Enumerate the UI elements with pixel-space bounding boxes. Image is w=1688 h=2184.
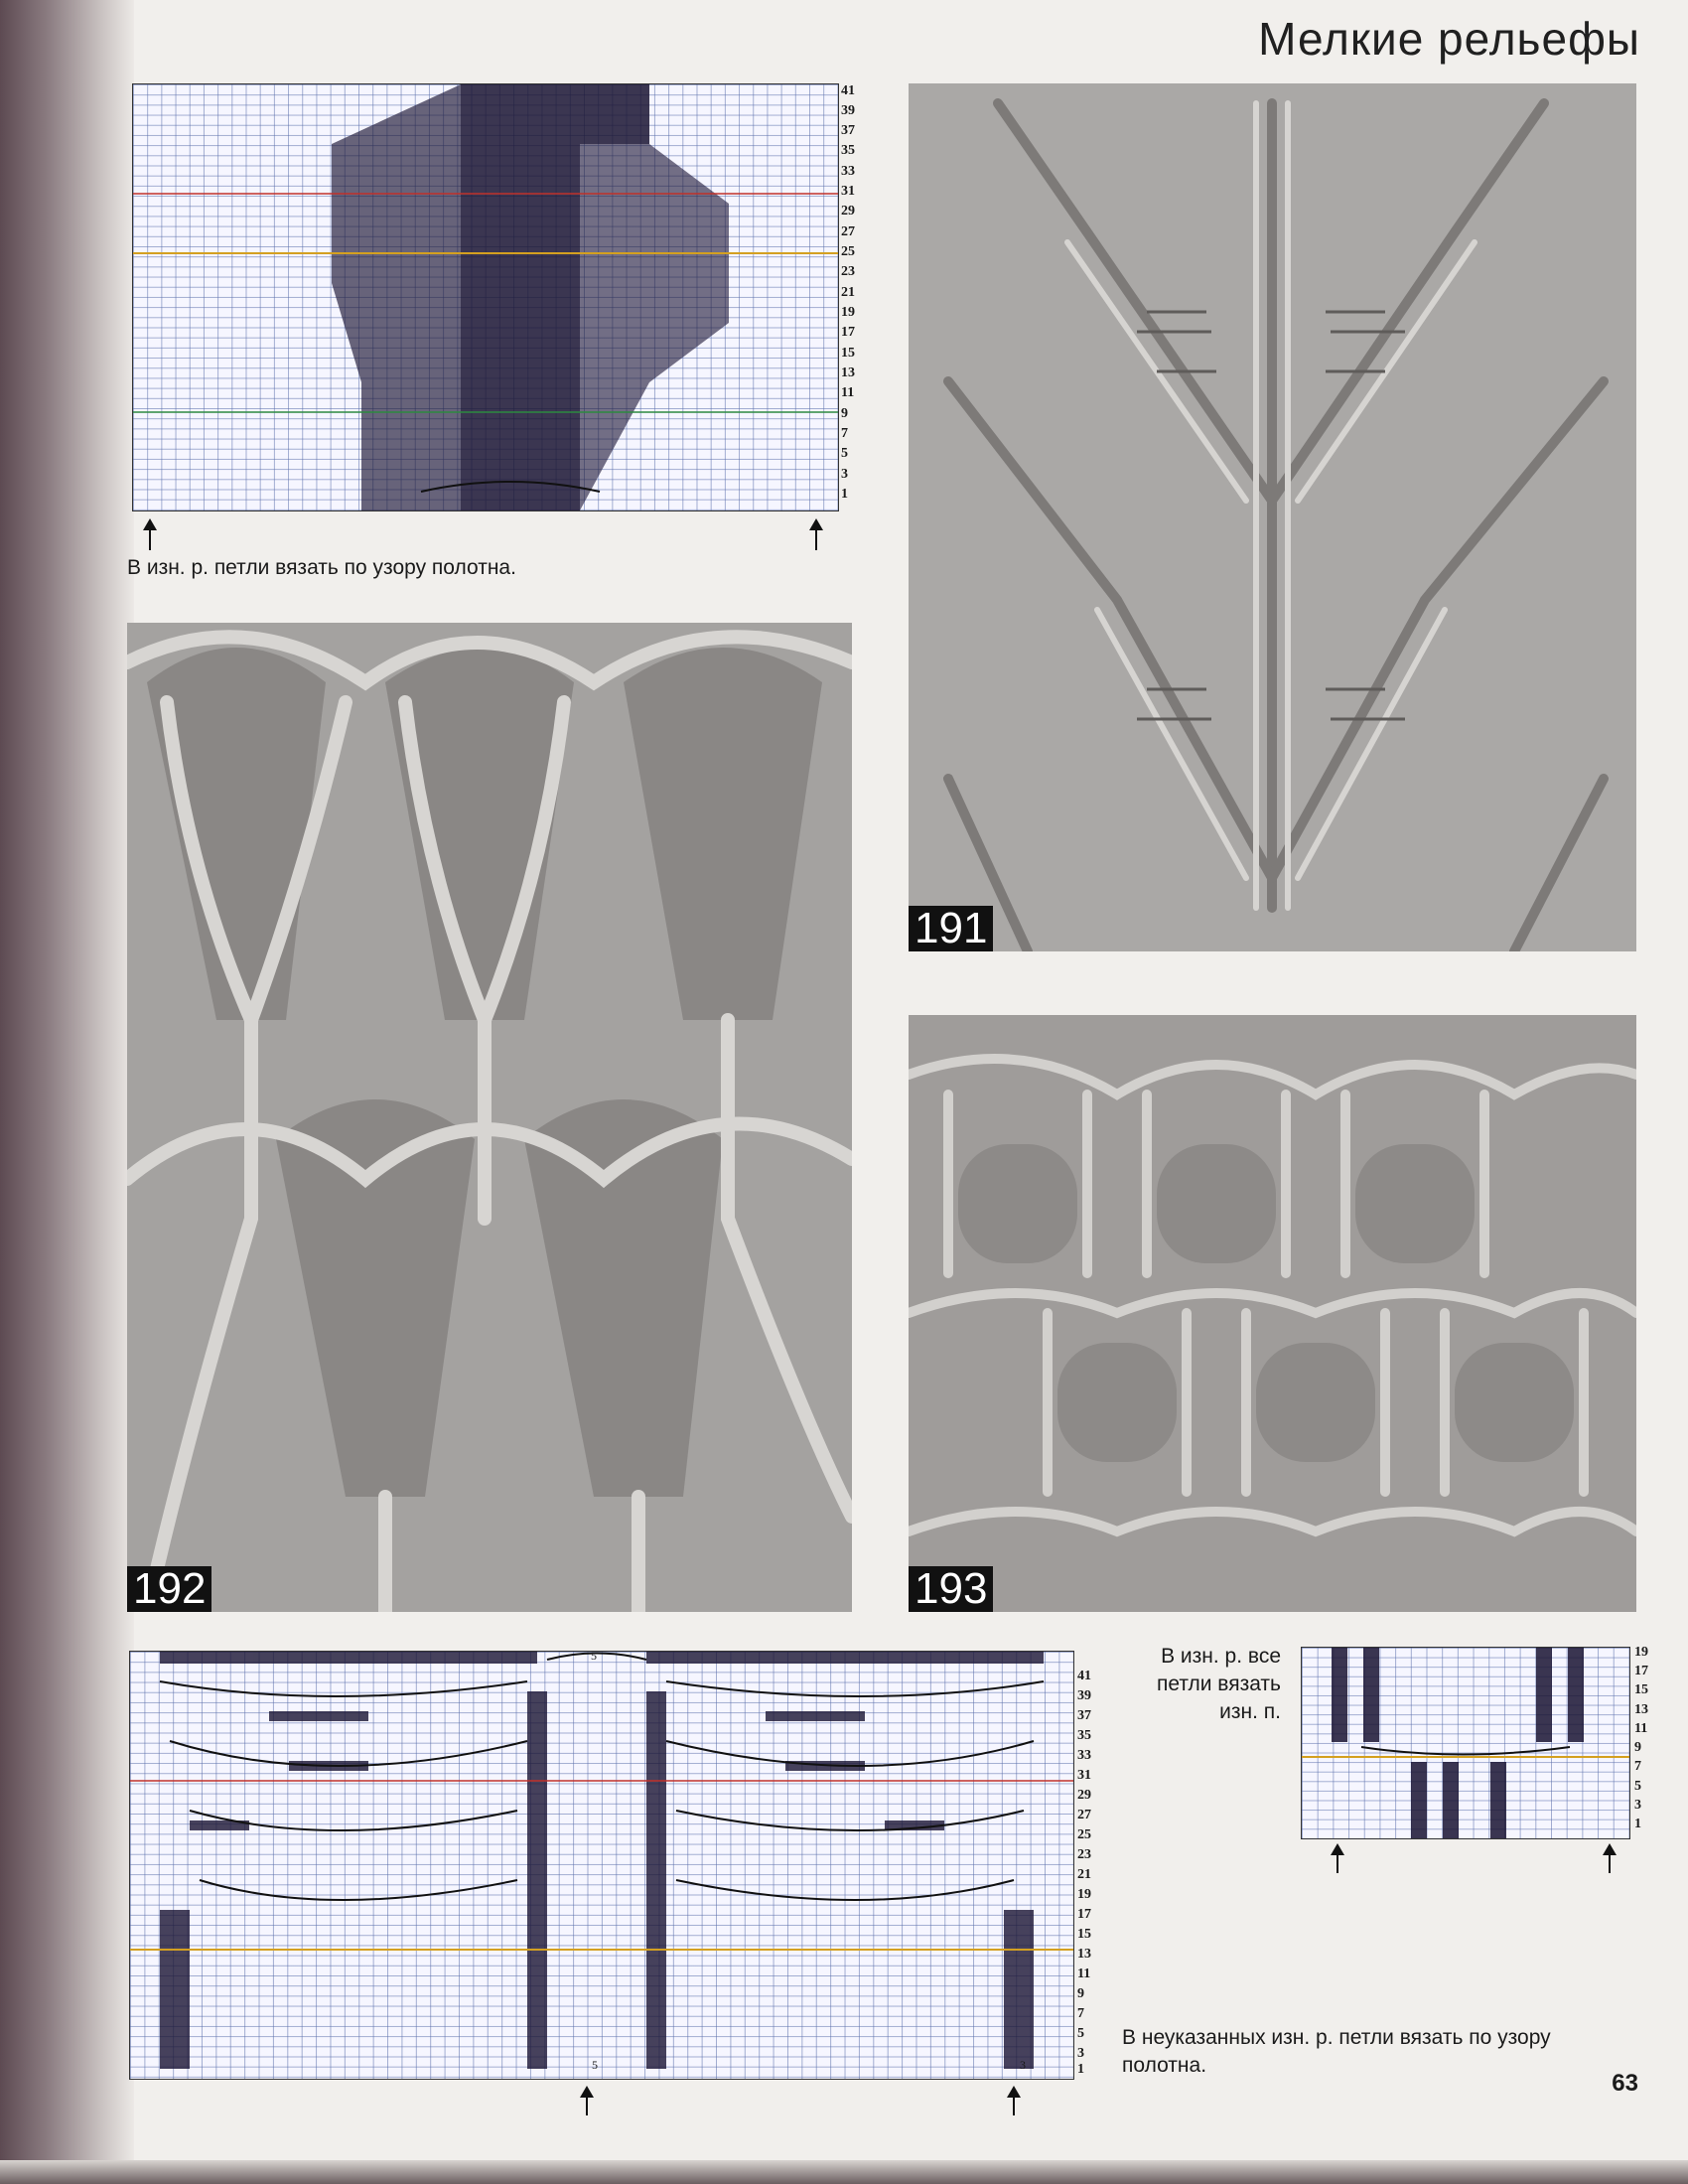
row-number: 27: [841, 224, 855, 239]
repeat-end-arrow: [1609, 1845, 1611, 1873]
repeat-start-arrow: [586, 2088, 588, 2115]
row-number: 33: [841, 164, 855, 179]
row-number: 9: [1077, 1986, 1084, 2001]
row-number: 17: [841, 325, 855, 340]
row-number: 27: [1077, 1808, 1091, 1822]
row-number: 25: [1077, 1827, 1091, 1842]
row-number: 35: [841, 143, 855, 158]
row-number: 37: [1077, 1708, 1091, 1723]
book-spine-shadow: [0, 0, 134, 2184]
page-title: Мелкие рельефы: [1258, 13, 1640, 65]
row-number: 9: [1634, 1740, 1641, 1755]
pattern-number-label: 191: [909, 906, 993, 951]
row-number: 33: [1077, 1748, 1091, 1763]
row-number: 13: [841, 365, 855, 380]
chart-191-grid: [132, 83, 839, 511]
repeat-end-arrow: [815, 520, 817, 550]
pattern-192-photo: [127, 623, 852, 1612]
repeat-start-arrow: [149, 520, 151, 550]
row-number: 17: [1634, 1664, 1648, 1678]
chart-193-note: В изн. р. все петли вязать изн. п.: [1156, 1645, 1281, 1723]
row-number: 17: [1077, 1907, 1091, 1922]
row-number: 3: [1634, 1798, 1641, 1813]
row-number: 15: [1634, 1682, 1648, 1697]
knit-texture-191: [909, 83, 1636, 951]
chart-192-stitches: [130, 1652, 1073, 2079]
pattern-number-label: 192: [127, 1566, 211, 1612]
knit-texture-193: [909, 1015, 1636, 1612]
row-number: 19: [1634, 1645, 1648, 1660]
row-number: 1: [1077, 2062, 1084, 2077]
row-number: 41: [1077, 1669, 1091, 1683]
knit-texture-192: [127, 623, 852, 1612]
page-number: 63: [1612, 2070, 1638, 2097]
row-number: 7: [1077, 2006, 1084, 2021]
row-number: 11: [841, 385, 855, 400]
pattern-193-photo: [909, 1015, 1636, 1612]
chart-192-note: В неуказанных изн. р. петли вязать по узору полотна.: [1122, 2026, 1551, 2077]
repeat-mark: 3: [1020, 2058, 1026, 2072]
row-number: 7: [1634, 1759, 1641, 1774]
row-number: 23: [841, 264, 855, 279]
row-number: 9: [841, 406, 848, 421]
row-number: 1: [1634, 1817, 1641, 1831]
repeat-mark: 5: [591, 1649, 597, 1663]
row-number: 1: [841, 487, 848, 502]
row-number: 21: [841, 285, 855, 300]
row-number: 39: [841, 103, 855, 118]
row-number: 5: [1634, 1779, 1641, 1794]
row-number: 37: [841, 123, 855, 138]
pattern-191-photo: [909, 83, 1636, 951]
row-number: 23: [1077, 1847, 1091, 1862]
row-number: 5: [1077, 2026, 1084, 2041]
chart-191-stitches: [133, 84, 838, 510]
row-number: 7: [841, 426, 848, 441]
chart-193-grid: [1301, 1647, 1630, 1839]
row-number: 29: [1077, 1788, 1091, 1803]
row-number: 41: [841, 83, 855, 98]
repeat-mark: 5: [592, 2058, 598, 2072]
row-number: 35: [1077, 1728, 1091, 1743]
pattern-number-label: 193: [909, 1566, 993, 1612]
row-number: 13: [1634, 1702, 1648, 1717]
row-number: 29: [841, 204, 855, 218]
repeat-start-arrow: [1336, 1845, 1338, 1873]
row-number: 31: [1077, 1768, 1091, 1783]
chart-192-grid: [129, 1651, 1074, 2080]
row-number: 3: [1077, 2046, 1084, 2061]
chart-193-stitches: [1302, 1648, 1629, 1838]
row-number: 15: [841, 346, 855, 361]
row-number: 11: [1077, 1966, 1091, 1981]
chart-191-note: В изн. р. петли вязать по узору полотна.: [127, 556, 516, 579]
row-number: 15: [1077, 1927, 1091, 1942]
page-bottom-edge: [0, 2160, 1688, 2184]
row-number: 3: [841, 467, 848, 482]
row-number: 19: [841, 305, 855, 320]
row-number: 31: [841, 184, 855, 199]
row-number: 21: [1077, 1867, 1091, 1882]
row-number: 25: [841, 244, 855, 259]
row-number: 39: [1077, 1688, 1091, 1703]
row-number: 19: [1077, 1887, 1091, 1902]
row-number: 5: [841, 446, 848, 461]
row-number: 13: [1077, 1947, 1091, 1962]
repeat-end-arrow: [1013, 2088, 1015, 2115]
row-number: 11: [1634, 1721, 1648, 1736]
